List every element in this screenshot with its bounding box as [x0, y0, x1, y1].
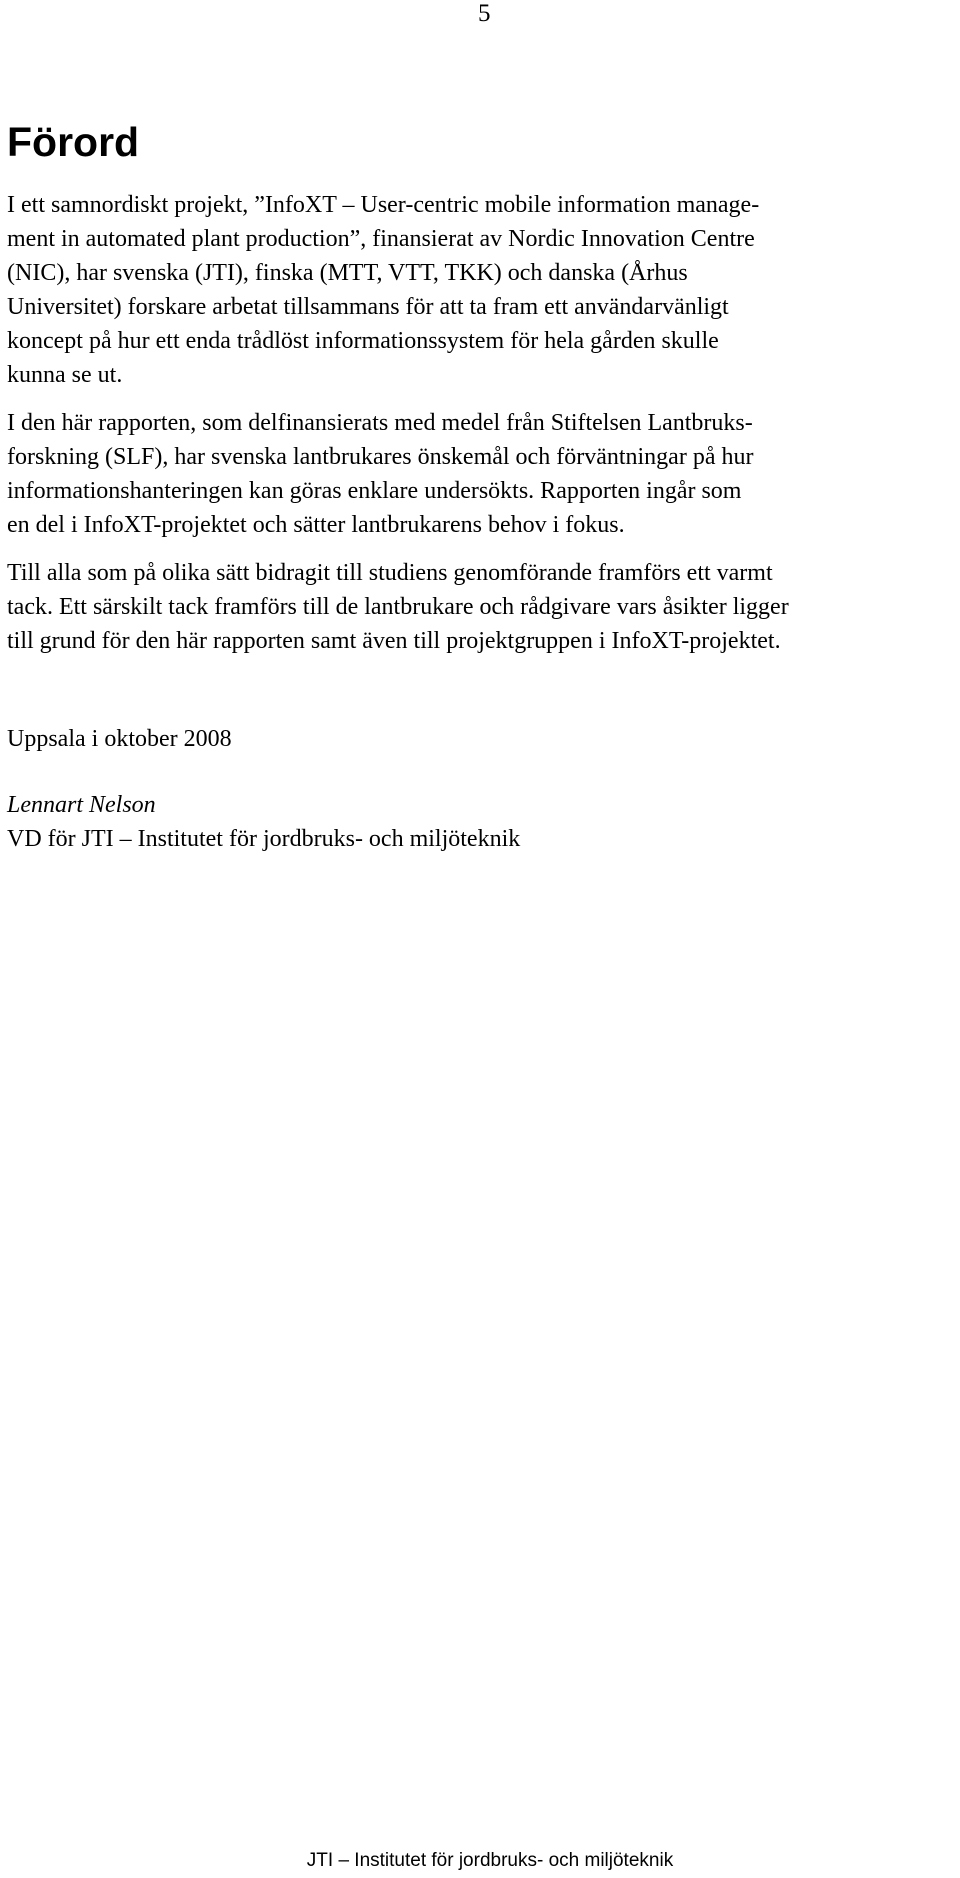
signature-title: VD för JTI – Institutet för jordbruks- och miljöteknik	[7, 826, 521, 852]
page-number: 5	[478, 0, 491, 27]
signature-name: Lennart Nelson	[7, 792, 156, 818]
paragraph-line: ment in automated plant production”, finansierat av Nordic Innovation Centre	[7, 226, 755, 252]
place-date: Uppsala i oktober 2008	[7, 726, 232, 752]
paragraph-line: Universitet) forskare arbetat tillsammans för att ta fram ett användarvänligt	[7, 294, 729, 320]
body-text	[7, 188, 952, 672]
paragraph-line: koncept på hur ett enda trådlöst informationssystem för hela gården skulle	[7, 328, 719, 354]
page-title: Förord	[7, 119, 140, 165]
paragraph-line: I den här rapporten, som delfinansierats med medel från Stiftelsen Lantbruks-	[7, 410, 753, 436]
paragraph-1	[7, 188, 952, 392]
paragraph-3	[7, 556, 952, 658]
paragraph-line: till grund för den här rapporten samt även till projektgruppen i InfoXT-projektet.	[7, 628, 781, 654]
paragraph-line: informationshanteringen kan göras enklare undersökts. Rapporten ingår som	[7, 478, 742, 504]
paragraph-line: Till alla som på olika sätt bidragit till studiens genomförande framförs ett varmt	[7, 560, 773, 586]
paragraph-line: tack. Ett särskilt tack framförs till de lantbrukare och rådgivare vars åsikter ligger	[7, 594, 789, 620]
paragraph-line: I ett samnordiskt projekt, ”InfoXT – User-centric mobile information manage-	[7, 192, 760, 218]
page-footer: JTI – Institutet för jordbruks- och miljöteknik	[306, 1850, 674, 1871]
paragraph-2	[7, 406, 952, 542]
signature-block	[7, 788, 520, 856]
paragraph-line: kunna se ut.	[7, 362, 123, 388]
paragraph-line: (NIC), har svenska (JTI), finska (MTT, VTT, TKK) och danska (Århus	[7, 260, 688, 286]
paragraph-line: forskning (SLF), har svenska lantbrukares önskemål och förväntningar på hur	[7, 444, 754, 470]
paragraph-line: en del i InfoXT-projektet och sätter lantbrukarens behov i fokus.	[7, 512, 625, 538]
